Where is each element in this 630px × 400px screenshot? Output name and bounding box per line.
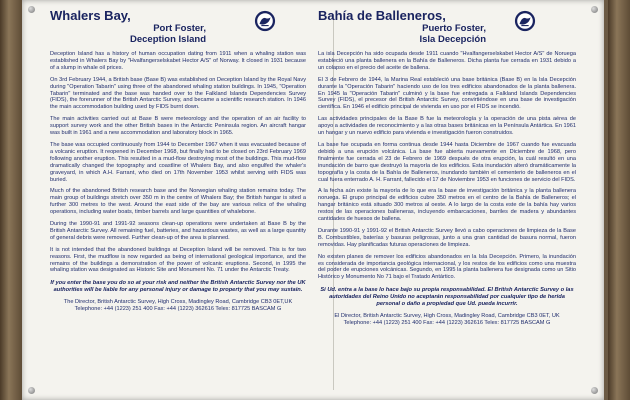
english-subtitle-1: Port Foster,: [153, 23, 206, 34]
spanish-warning: Si Ud. entra a la base lo hace bajo su propia responsabilidad. El British Antarctic Survey o las autoridades del Reino Unido no aceptarán responsabilidad por cualquier tipo de herida personal o daño a propiedad que Ud. pueda incurrir.: [320, 287, 574, 308]
english-title: Whalers Bay,: [50, 8, 131, 23]
english-paragraph: Much of the abandoned British research base and the Norwegian whaling station remains today. The main group of buildings stretch over 350 m in the centre of Whalers Bay; the British hangar is sited a further 300 metres to the west. Around the east side of the bay are various relics of the whaling operations, including water boats, timber barrels and large quantities of whalebone.: [50, 188, 306, 216]
spanish-paragraph: La isla Decepción ha sido ocupada desde 1911 cuando "Hvalfangerselskabet Hector A/S" de Noruega estableció una planta ballenera en la Bahía de Balleneros. Dicha planta fue cerrada en 1931 debido a un colapso en el precio del aceite de ballena.: [318, 51, 576, 71]
spanish-footer-address: El Director, British Antarctic Survey, High Cross, Madingley Road, Cambridge CB3 0ET, UK: [334, 313, 560, 319]
spanish-subtitle-1: Puerto Foster,: [422, 23, 486, 34]
spanish-paragraph: Durante 1990-91 y 1991-92 el British Antarctic Survey llevó a cabo operaciones de limpieza de la Base B. Combustibles, baterías y basuras peligrosas, junto a una gran cantidad de basura normal, fueron removidas. Hay planificadas futuras operaciones de limpieza.: [318, 227, 576, 248]
english-column: [50, 8, 306, 396]
english-paragraph: Deception Island has a history of human occupation dating from 1911 when a whaling station was established in Whalers Bay by "Hvalfangerselskabet Hector A/S" of Norway. It closed in 1931 because of a slump in whale oil prices.: [50, 51, 306, 71]
rivet-icon: [28, 6, 35, 13]
english-footer-contact: Telephone: +44 (1223) 251 400 Fax: +44 (1223) 362616 Telex: 817725 BASCAM G: [74, 306, 282, 313]
wooden-post-right: [608, 0, 630, 400]
english-header: [50, 8, 306, 48]
rivet-icon: [28, 387, 35, 394]
english-paragraph: On 3rd February 1944, a British base (Base B) was established on Deception Island by the Royal Navy during "Operation Tabarin" using three of the abandoned whaling station buildings. In 1945, "Operation Tabarin" terminated and the base was handed over to the Falkland Islands Dependencies Survey (FIDS), the forerunner of the British Antarctic Survey, and became a scientific research station. In 1946 the main accommodation building used by FIDS burnt down.: [50, 76, 306, 111]
spanish-paragraph: La base fue ocupada en forma continua desde 1944 hasta Diciembre de 1967 cuando fue evacuada debido a una erupción volcánica. La base fue abierta nuevamente en Diciembre de 1968, pero finalmente fue cerrada el 23 de Febrero de 1969 después de otra erupción, la cuál resultó en una inundación de barro que destruyó la mayoría de los edificios. Esta inundación alteró dramáticamente la topografía y la costa de la Bahía de Balleneros, inundando también el cementerio de balleneros en el cual fuera enterrado A. H. Farrant, fallecido el 17 de Noviembre 1953 en funciones de servicio del FIDS.: [318, 141, 576, 183]
spanish-footer-contact: Telephone: +44 (1223) 251 400 Fax: +44 (1223) 362616 Telex: 817725 BASCAM G: [343, 319, 551, 326]
rivet-icon: [591, 6, 598, 13]
bas-emblem-icon: [514, 10, 536, 32]
spanish-title: Bahía de Balleneros,: [318, 8, 446, 23]
wooden-post-left: [0, 0, 22, 400]
english-paragraph: During the 1990-91 and 1991-92 seasons clean-up operations were undertaken at Base B by the British Antarctic Survey. All remaining fuel, batteries, and hazardous wastes, as well as a large quantity of general debris were removed. Further clean-up of the area is planned.: [50, 221, 306, 241]
spanish-header: [318, 8, 576, 48]
spanish-paragraph: El 3 de Febrero de 1944, la Marina Real estableció una base británica (Base B) en la Isla Decepción durante la "Operación Tabarin" haciendo uso de los tres edificios abandonados de la planta ballenera. En 1945 la "Operación Tabarin" culminó y la base fue entregada a Falkland Islands Dependencies Survey (FIDS), el precesor del British Antarctic Survey, convirtiéndose en una base de investigación científica. En 1946 el edificio principal de vivienda en uso por el FIDS se incendió.: [318, 76, 576, 111]
english-warning: If you enter the base you do so at your risk and neither the British Antarctic Survey nor the UK authorities will be liable for any personal injury or damage to property that you may sustain.: [50, 280, 306, 294]
spanish-paragraph: No existen planes de remover los edificios abandonados en la Isla Decepción. Primero, la inundación es considerada de importancia geológica internacional, y los restos de los edificios como una muestra del poder de erupciones volcánicas. Segundo, en 1995 la planta ballenera fue designada como un Sitio Histórico y Monumento No 71 bajo el Tratado Antártico.: [318, 253, 576, 281]
bas-emblem-icon: [254, 10, 276, 32]
english-subtitle-2: Deception Island: [129, 34, 206, 45]
english-paragraph: The main activities carried out at Base B were meteorology and the operation of an air facility to support survey work and the other British bases in the Antarctic Peninsula region. An aircraft hangar was built in 1961 and a new accommodation and laboratory block in 1965.: [50, 116, 306, 137]
spanish-paragraph: Las actividades principales de la Base B fue la meteorología y la operación de una pista aérea de apoyo a actividades de reconocimiento y a las otras bases británicas en la Península Antártica. En 1961 un hangar y un nuevo edificio para vivienda e investigación fueron construidos.: [318, 116, 576, 137]
spanish-subtitle-2: Isla Decepción: [419, 34, 486, 45]
rivet-icon: [591, 387, 598, 394]
spanish-paragraph: A la fecha aún existe la mayoría de lo que era la base de investigación británica y la planta ballenera noruega. El grupo principal de edificios cubre 350 metros en el centro de la Bahía de Balleneros; el hangar británico está situado 300 metros al oeste. A lo largo de la costa este de la bahía hay varios restos de las operaciones balleneras, incluyendo embarcaciones, barriles de madera y abundantes cantidades de huesos de ballena.: [318, 188, 576, 223]
english-footer-address: The Director, British Antarctic Survey, High Cross, Madingley Road, Cambridge CB3 0ET,UK: [63, 299, 293, 306]
english-paragraph: The base was occupied continuously from 1944 to December 1967 when it was evacuated because of a volcanic eruption. It reopened in December 1968, but finally had to be closed on 23rd February 1969 following another eruption. This resulted in a mud-flow destroying most of the buildings. This mud-flow dramatically changed the topography and coastline of Whalers Bay, and also engulfed the whaler's graveyard, in which A.H. Farrant, who died on 17th November 1953 whilst serving with FIDS was buried.: [50, 141, 306, 183]
spanish-column: [318, 8, 576, 396]
english-paragraph: It is not intended that the abandoned buildings at Deception Island will be removed. This is for two reasons. First, the mudflow is now regarded as being of international geological importance, and the remains of the buildings a demonstration of the power of volcanic eruptions. Second, in 1995 the whaling station was designated as Historic Site and Monument No. 71 under the Antarctic Treaty.: [50, 246, 306, 274]
